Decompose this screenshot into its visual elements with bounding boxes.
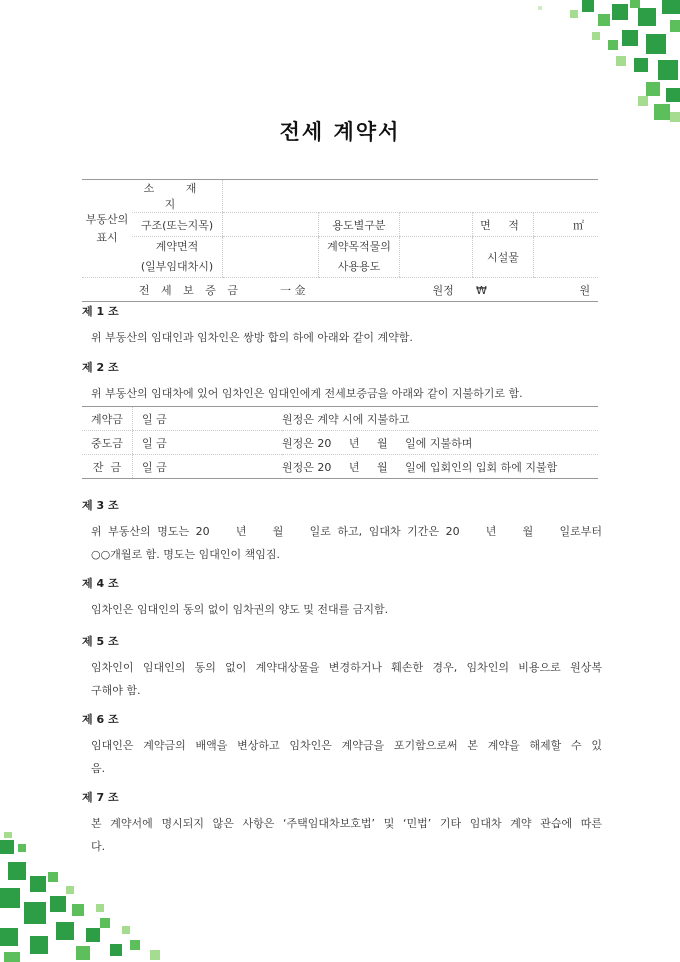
property-group-label-line2: 표시 (96, 230, 118, 244)
article-1 (82, 300, 602, 349)
payment-terms: 원정은 20 년 월 일에 입회인의 입회 하에 지불함 (282, 455, 598, 479)
deposit-prefix: 一 金 (280, 283, 306, 297)
payment-kind: 잔 금 (82, 455, 133, 479)
payment-row (82, 407, 598, 431)
area-label: 면 적 (473, 213, 534, 237)
payment-terms: 원정은 20 년 월 일에 지불하며 (282, 431, 598, 455)
facility-label: 시설물 (473, 237, 534, 278)
article-7 (82, 786, 602, 858)
property-group-label-line1: 부동산의 (85, 212, 129, 226)
area-unit: ㎡ (534, 213, 599, 237)
article-heading: 제 5 조 (82, 635, 119, 648)
location-label: 소 재 지 (132, 180, 223, 213)
structure-label: 구조(또는지목) (132, 213, 223, 237)
payment-amount: 일 금 (133, 455, 283, 479)
deposit-won-suffix: 원 (579, 283, 591, 297)
article-heading: 제 1 조 (82, 305, 119, 318)
article-2 (82, 356, 602, 405)
location-value[interactable] (223, 180, 599, 213)
article-4 (82, 572, 602, 621)
payment-row (82, 455, 598, 479)
deposit-won-label: 원정 (432, 283, 454, 297)
payment-kind: 계약금 (82, 407, 133, 431)
article-heading: 제 7 조 (82, 791, 119, 804)
deposit-symbol: ₩ (476, 283, 487, 297)
facility-value[interactable] (534, 237, 599, 278)
purpose-label-line1: 계약목적물의 (327, 240, 391, 253)
article-text: 위 부동산의 임대인과 임차인은 쌍방 합의 하에 아래와 같이 계약함. (91, 331, 413, 344)
article-text: 임대인은 계약금의 배액을 변상하고 임차인은 계약금을 포기함으로써 본 계약을 해제할 수 있 (91, 739, 602, 752)
payment-terms: 원정은 계약 시에 지불하고 (282, 407, 598, 431)
deposit-row (82, 278, 598, 302)
article-heading: 제 4 조 (82, 577, 119, 590)
article-6 (82, 708, 602, 780)
article-text: 위 부동산의 명도는 20 년 월 일로 하고, 임대차 기간은 20 년 월 일로부터 (91, 525, 602, 538)
payment-amount: 일 금 (133, 407, 283, 431)
deposit-label: 전 세 보 증 금 (138, 283, 242, 297)
article-text: 임차인이 임대인의 동의 없이 계약대상물을 변경하거나 훼손한 경우, 임차인의 비용으로 원상복 (91, 661, 602, 674)
contract-area-label-line1: 계약면적 (155, 240, 199, 253)
article-heading: 제 3 조 (82, 499, 119, 512)
payment-kind: 중도금 (82, 431, 133, 455)
contract-area-label-line2: (일부임대차시) (140, 260, 214, 273)
article-3 (82, 494, 602, 566)
purpose-value[interactable] (400, 237, 473, 278)
article-5 (82, 630, 602, 702)
article-text: 위 부동산의 임대차에 있어 임차인은 임대인에게 전세보증금을 아래와 같이 지불하기로 함. (91, 387, 523, 400)
article-text: 본 계약서에 명시되지 않은 사항은 ‘주택임대차보호법’ 및 ‘민법’ 기타 임대차 계약 관습에 따른 (91, 817, 602, 830)
contract-area-value[interactable] (223, 237, 319, 278)
purpose-label (319, 237, 400, 278)
article-text-cont: 다. (91, 840, 106, 853)
corner-decoration-top-right (530, 0, 680, 125)
document-title: 전세 계약서 (279, 120, 401, 144)
property-group-label (82, 180, 132, 278)
article-text-cont: ○○개월로 함. 명도는 임대인이 책임짐. (91, 548, 280, 561)
payment-table (82, 406, 598, 479)
article-text-cont: 구해야 함. (91, 684, 141, 697)
article-heading: 제 2 조 (82, 361, 119, 374)
usage-label: 용도별구분 (319, 213, 400, 237)
payment-amount: 일 금 (133, 431, 283, 455)
property-table (82, 179, 598, 302)
article-heading: 제 6 조 (82, 713, 119, 726)
payment-row (82, 431, 598, 455)
purpose-label-line2: 사용용도 (337, 260, 381, 273)
structure-value[interactable] (223, 213, 319, 237)
contract-area-label (132, 237, 223, 278)
article-text: 임차인은 임대인의 동의 없이 임차권의 양도 및 전대를 금지함. (91, 603, 389, 616)
usage-value[interactable] (400, 213, 473, 237)
article-text-cont: 음. (91, 762, 106, 775)
